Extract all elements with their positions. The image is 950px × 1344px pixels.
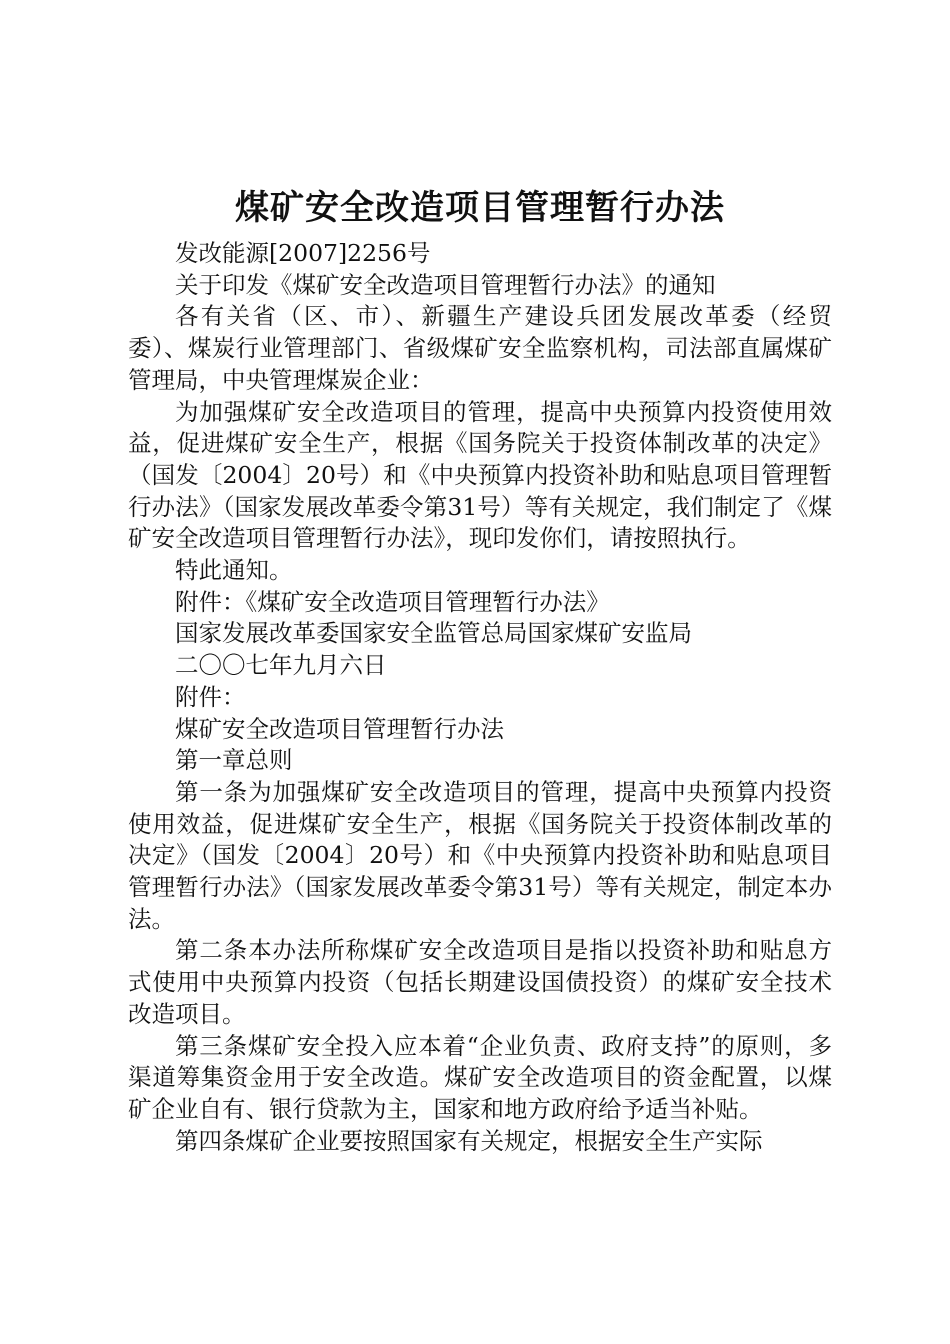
issuing-agencies: 国家发展改革委国家安全监管总局国家煤矿安监局 — [175, 619, 692, 648]
document-page — [128, 178, 832, 1157]
chapter-heading: 第一章总则 — [175, 746, 293, 775]
notice-heading: 关于印发《煤矿安全改造项目管理暂行办法》的通知 — [175, 270, 716, 299]
attachment-title: 煤矿安全改造项目管理暂行办法 — [175, 714, 504, 743]
notice-closing: 特此通知。 — [175, 556, 293, 585]
addressees: 各有关省（区、市）、新疆生产建设兵团发展改革委（经贸委）、煤炭行业管理部门、省级煤矿安全监察机构，司法部直属煤矿管理局，中央管理煤炭企业： — [128, 302, 832, 394]
issue-date: 二〇〇七年九月六日 — [175, 651, 387, 680]
doc-number: 发改能源[2007]2256号 — [175, 239, 431, 267]
article-4: 第四条煤矿企业要按照国家有关规定，根据安全生产实际 — [175, 1126, 763, 1155]
attachment-label: 附件： — [175, 682, 246, 711]
notice-body: 为加强煤矿安全改造项目的管理，提高中央预算内投资使用效益，促进煤矿安全生产，根据《国务院关于投资体制改革的决定》（国发〔2004〕20号）和《中央预算内投资补助和贴息项目管理暂行办法》（国家发展改革委令第31号）等有关规定，我们制定了《煤矿安全改造项目管理暂行办法》，现印发你们，请按照执行。 — [128, 397, 832, 553]
document-title: 煤矿安全改造项目管理暂行办法 — [235, 188, 725, 228]
article-3: 第三条煤矿安全投入应本着“企业负责、政府支持”的原则，多渠道筹集资金用于安全改造。煤矿安全改造项目的资金配置，以煤矿企业自有、银行贷款为主，国家和地方政府给予适当补贴。 — [128, 1031, 832, 1123]
attachment-line: 附件：《煤矿安全改造项目管理暂行办法》 — [175, 587, 610, 616]
article-2: 第二条本办法所称煤矿安全改造项目是指以投资补助和贴息方式使用中央预算内投资（包括长期建设国债投资）的煤矿安全技术改造项目。 — [128, 936, 832, 1028]
article-1: 第一条为加强煤矿安全改造项目的管理，提高中央预算内投资使用效益，促进煤矿安全生产，根据《国务院关于投资体制改革的决定》（国发〔2004〕20号）和《中央预算内投资补助和贴息项目管理暂行办法》（国家发展改革委令第31号）等有关规定，制定本办法。 — [128, 777, 832, 933]
